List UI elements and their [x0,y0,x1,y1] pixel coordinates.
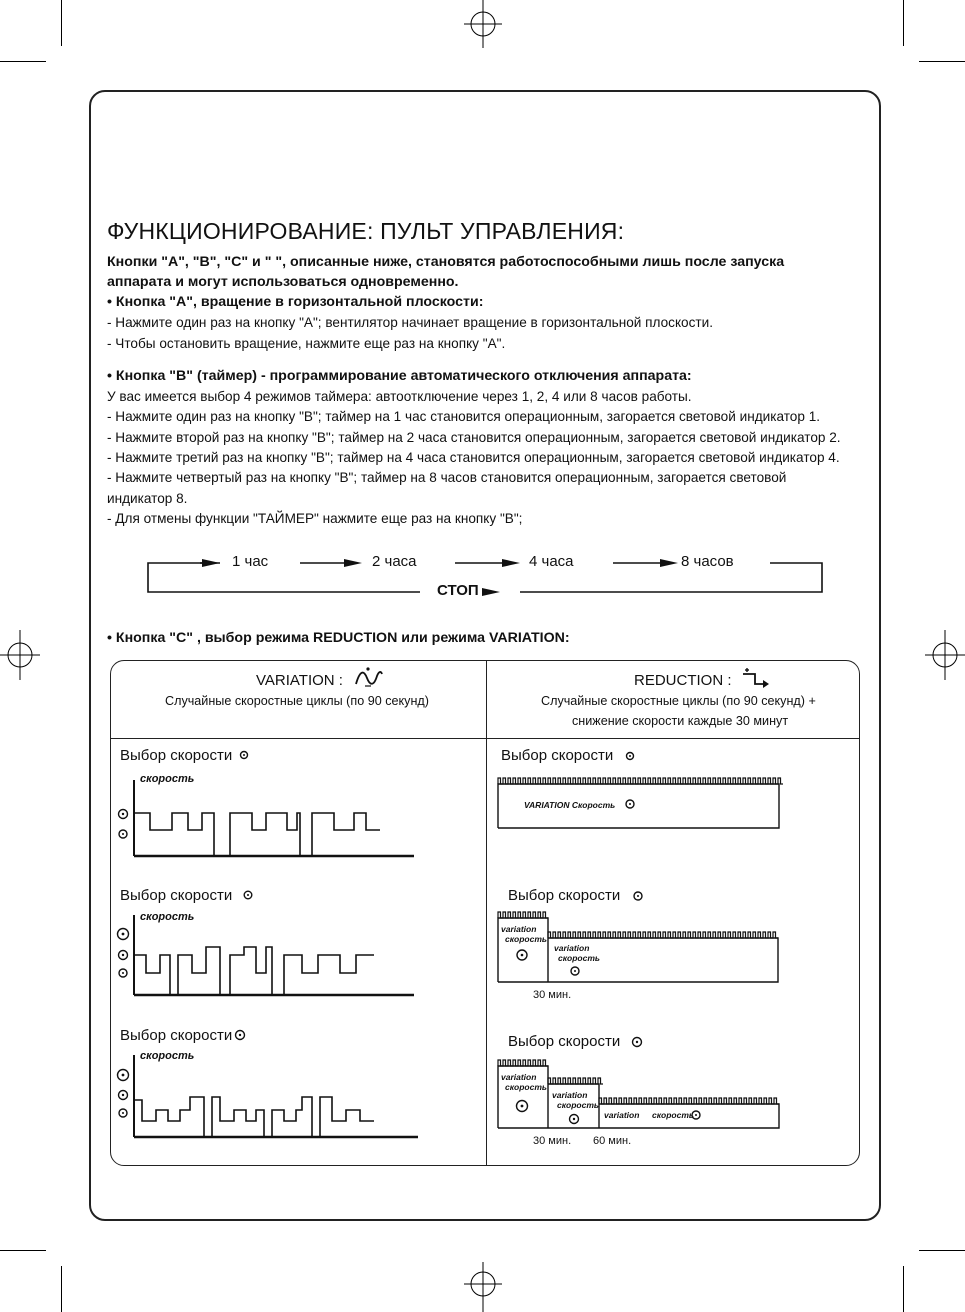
fan-icon [570,1115,579,1124]
section-a-line: - Чтобы остановить вращение, нажмите еще раз на кнопку "A". [107,336,506,351]
crop-mark [903,0,904,46]
arrow-right-icon [200,559,220,567]
reduction-mode-icon [741,666,771,688]
section-a-line: - Нажмите один раз на кнопку "A"; вентилятор начинает вращение в горизонтальной плоскости. [107,315,714,330]
section-b-heading: • Кнопка "B" (таймер) - программирование автоматического отключения аппарата: [107,368,692,384]
arrow-right-icon [613,559,678,567]
min-30-label: 30 мин. [533,989,572,1001]
fan-icon [624,750,636,762]
fan-icon [119,830,127,838]
reduction-chart-high [497,1056,787,1132]
page-title: ФУНКЦИОНИРОВАНИЕ: ПУЛЬТ УПРАВЛЕНИЯ: [107,218,625,244]
variation-speed-label: VARIATION Скорость [524,800,616,810]
table-divider [111,738,860,739]
crop-mark [61,0,62,46]
speed-select-label: Выбор скорости [120,887,233,904]
variation-label: variation [604,1110,640,1120]
table-divider [486,660,487,1165]
reduction-header: REDUCTION : [634,672,732,689]
arrow-right-icon [455,559,520,567]
section-c-heading: • Кнопка "C" , выбор режима REDUCTION или режима VARIATION: [107,630,570,646]
speed-small-label: скорость [505,934,547,944]
variation-header: VARIATION : [256,672,343,689]
timer-step: 4 часа [529,553,574,570]
registration-mark-icon [460,0,506,50]
variation-label: variation [554,943,590,953]
fan-icon [118,1070,129,1081]
registration-mark-icon [0,630,40,680]
variation-description: Случайные скоростные циклы (по 90 секунд) [165,694,429,708]
variation-label: variation [501,1072,537,1082]
section-b-line: индикатор 8. [107,491,188,506]
fan-icon [517,1101,528,1112]
axis-label: скорость [140,1050,195,1062]
fan-icon [241,752,248,759]
min-60-label: 60 мин. [593,1135,632,1147]
fan-icon [632,890,644,902]
crop-mark [61,1266,62,1312]
fan-icon [571,967,579,975]
min-30-label: 30 мин. [533,1135,572,1147]
section-b-line: - Нажмите третий раз на кнопку "B"; таймер на 4 часа становится операционным, загорается световой индикатор 4. [107,450,840,465]
speed-small-label: скорость [652,1110,694,1120]
crop-mark [919,61,965,62]
axis-label: скорость [140,773,195,785]
intro-line: Кнопки "A", "B", "C" и " ", описанные ниже, становятся работоспособными лишь после запуска [107,254,785,270]
variation-mode-icon [354,666,384,688]
arrow-left-icon [482,588,500,596]
fan-icon [118,929,129,940]
fan-icon [517,950,527,960]
fan-icon [119,969,127,977]
timer-step: 1 час [232,553,269,570]
axis-label: скорость [140,911,195,923]
section-b-line: - Нажмите один раз на кнопку "B"; таймер на 1 час становится операционным, загорается световой индикатор 1. [107,409,821,424]
speed-small-label: скорость [557,1100,599,1110]
registration-mark-icon [460,1262,506,1312]
reduction-description: снижение скорости каждые 30 минут [572,714,789,728]
section-b-line: - Нажмите четвертый раз на кнопку "B"; таймер на 8 часов становится операционным, загорается световой [107,470,787,485]
reduction-chart-medium [497,910,787,985]
fan-icon [119,951,128,960]
registration-mark-icon [925,630,965,680]
section-b-line: - Нажмите второй раз на кнопку "B"; таймер на 2 часа становится операционным, загорается световой индикатор 2. [107,430,841,445]
fan-icon [119,1091,128,1100]
speed-chart-low [112,745,422,865]
speed-small-label: скорость [505,1082,547,1092]
reduction-description: Случайные скоростные циклы (по 90 секунд) + [541,694,816,708]
fan-icon [624,798,636,810]
speed-select-label: Выбор скорости [120,1027,233,1044]
crop-mark [903,1266,904,1312]
section-a-heading: • Кнопка "A", вращение в горизонтальной плоскости: [107,294,484,310]
speed-select-label: Выбор скорости [120,747,233,764]
speed-select-label: Выбор скорости [508,1033,621,1050]
fan-icon [244,891,252,899]
section-b-line: У вас имеется выбор 4 режимов таймера: автоотключение через 1, 2, 4 или 8 часов работы. [107,389,692,404]
crop-mark [919,1250,965,1251]
fan-icon [630,1035,644,1049]
speed-select-label: Выбор скорости [508,887,621,904]
speed-chart-medium [112,885,422,1005]
section-b-line: - Для отмены функции "ТАЙМЕР" нажмите еще раз на кнопку "B"; [107,511,523,526]
speed-small-label: скорость [558,953,600,963]
crop-mark [0,61,46,62]
speed-chart-high [112,1025,422,1145]
crop-mark [0,1250,46,1251]
fan-icon [236,1031,245,1040]
variation-label: variation [552,1090,588,1100]
speed-select-label: Выбор скорости [501,747,614,764]
timer-step: 8 часов [681,553,734,570]
intro-line: аппарата и могут использоваться одновременно. [107,274,459,290]
timer-stop: СТОП [437,582,479,599]
variation-label: variation [501,924,537,934]
arrow-right-icon [300,559,362,567]
timer-step: 2 часа [372,553,417,570]
fan-icon [119,1109,127,1117]
fan-icon [119,810,128,819]
